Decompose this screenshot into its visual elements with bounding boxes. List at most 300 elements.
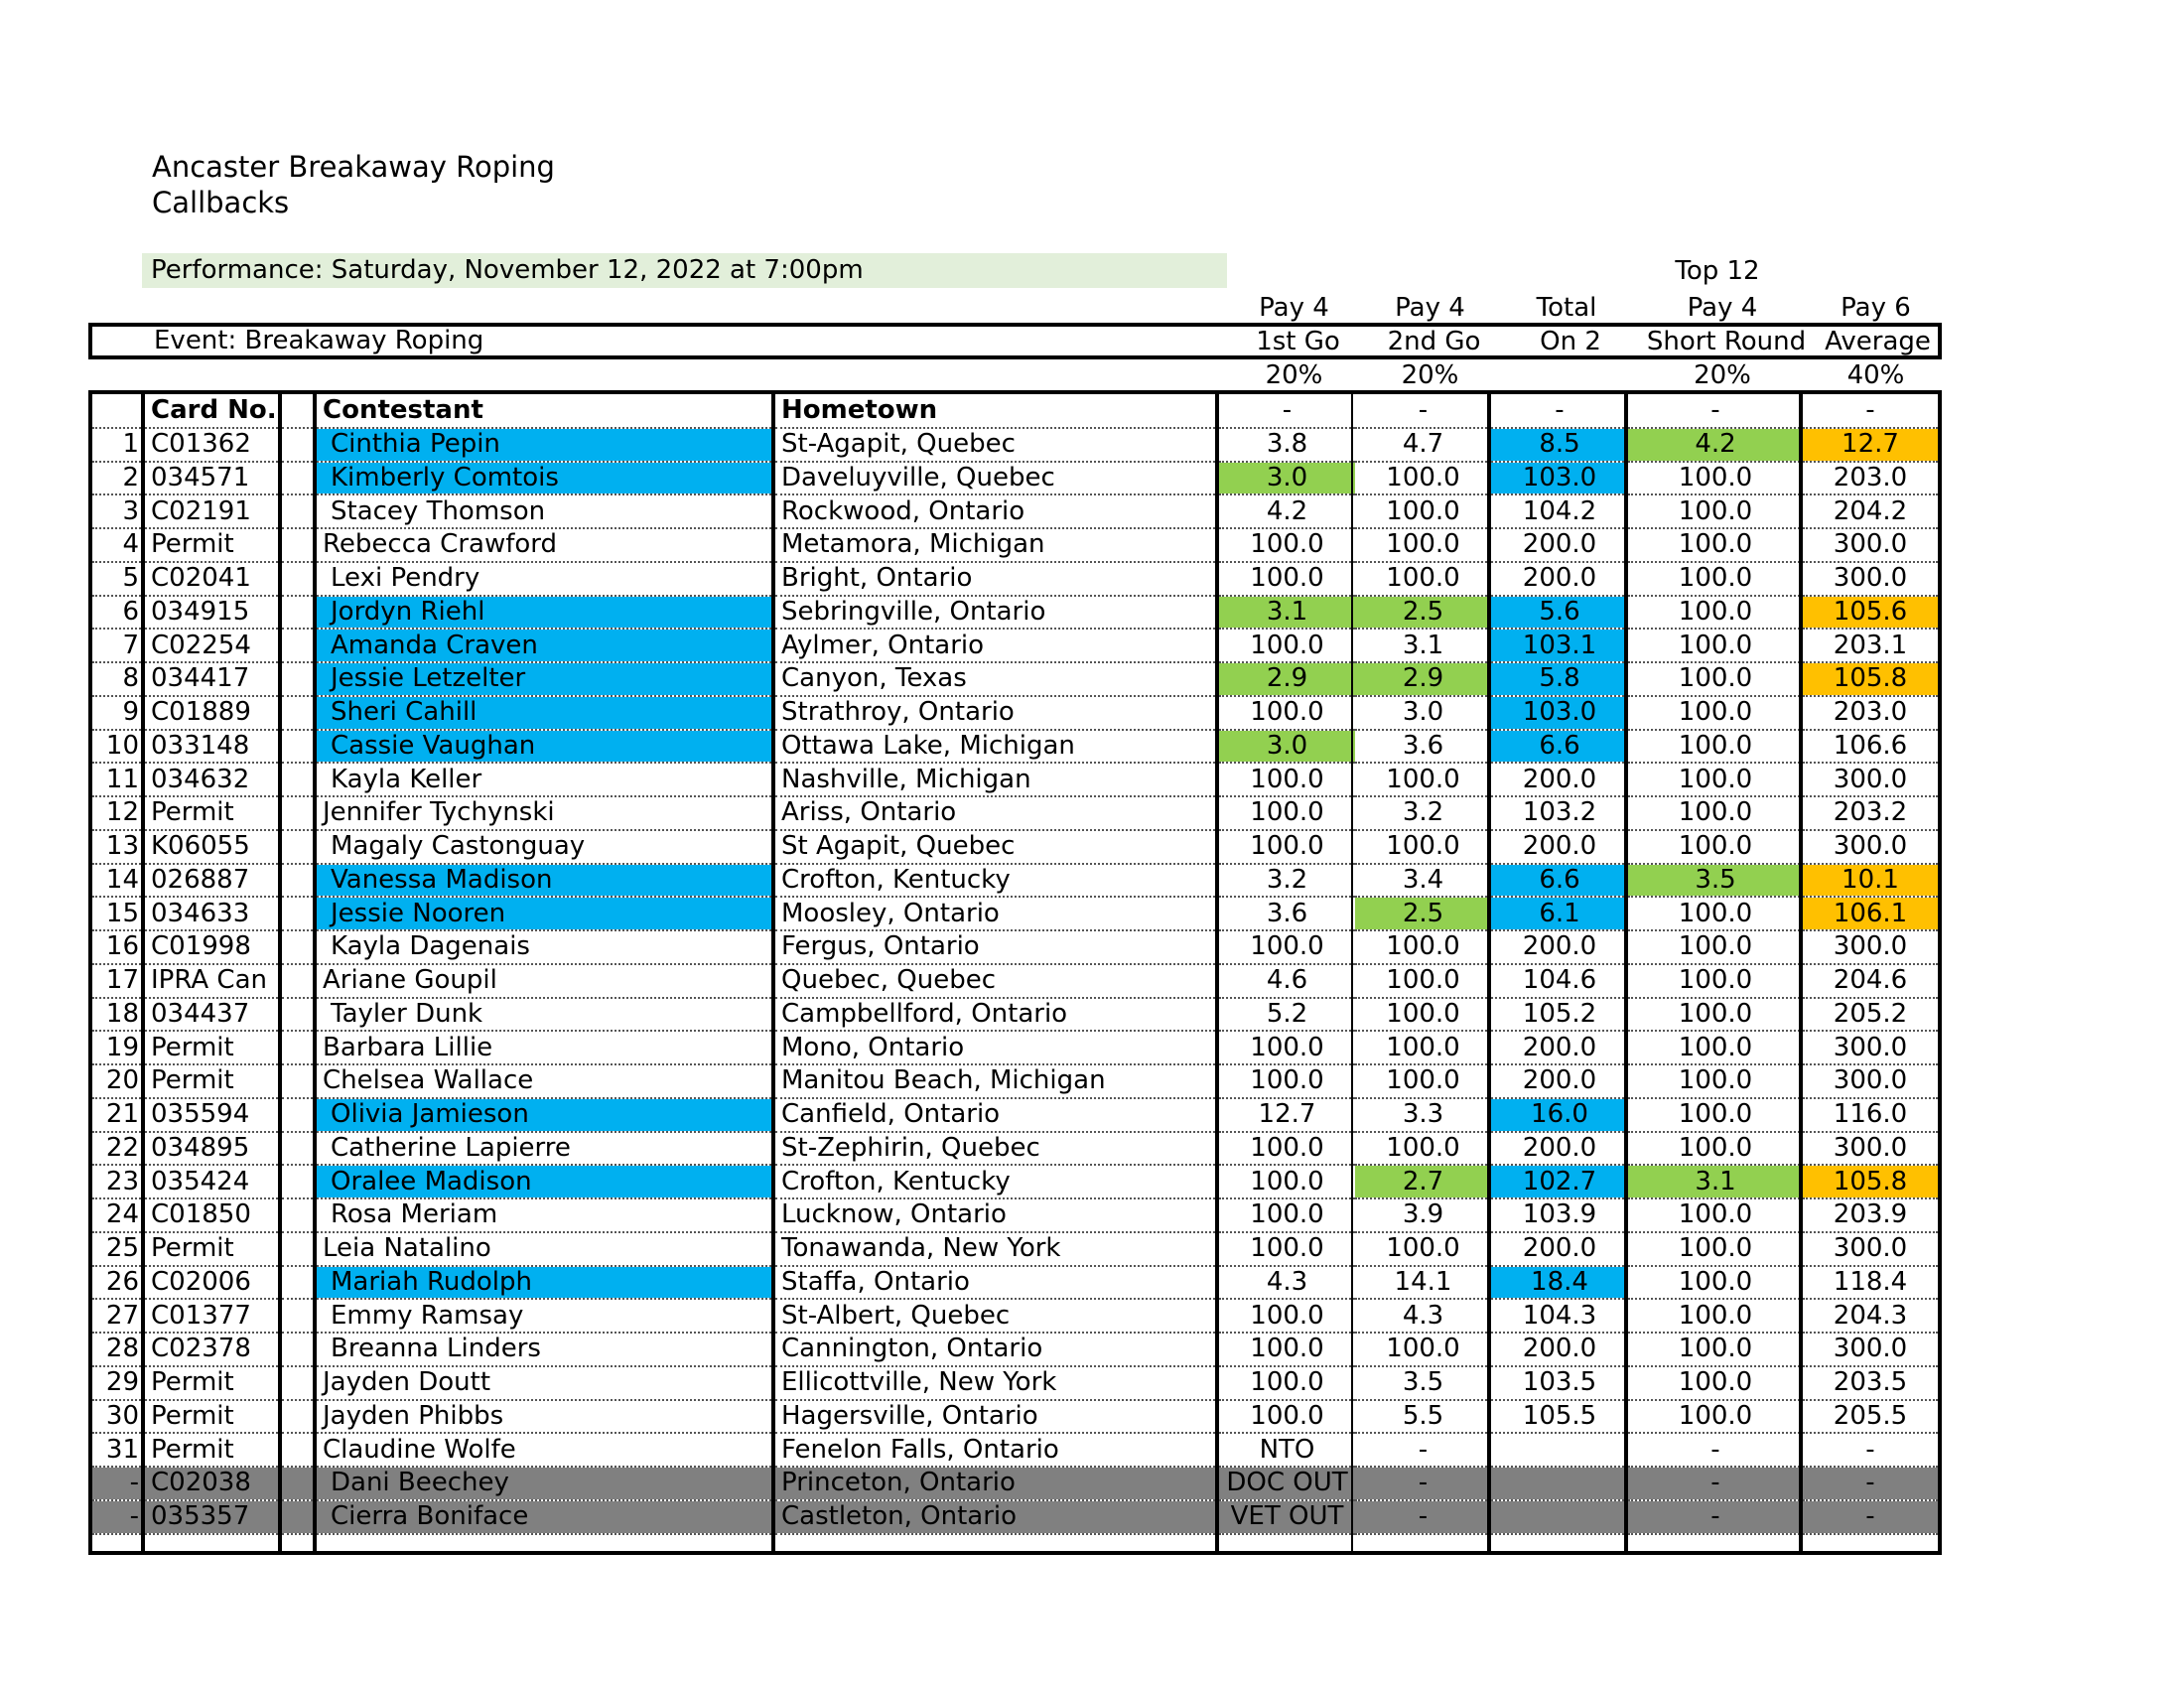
contestant-name: Jayden Doutt [317,1366,775,1400]
first-go-time: 100.0 [1219,796,1355,830]
contestant-name: Vanessa Madison [317,864,775,898]
card-number: 034633 [145,897,282,930]
first-go-time: 4.2 [1219,494,1355,528]
card-number: 034915 [145,596,282,630]
header-dash-average: - [1803,394,1938,428]
card-number: C02378 [145,1333,282,1366]
spacer-cell [282,462,317,495]
table-row [92,1165,1938,1198]
card-number: 035594 [145,1098,282,1132]
contestant-name: Kimberly Comtois [317,462,775,495]
second-go-time: 100.0 [1355,494,1491,528]
col-short-round-pay: Pay 4 [1687,293,1758,323]
col-average-name: Average [1825,327,1931,356]
contestant-name: Chelsea Wallace [317,1064,775,1098]
card-number: K06055 [145,830,282,864]
short-round-time: 100.0 [1628,528,1803,562]
short-round-time: 100.0 [1628,964,1803,998]
hometown: Canfield, Ontario [775,1098,1219,1132]
table-row [92,494,1938,528]
short-round-time: 4.2 [1628,428,1803,462]
total-on-2: 6.1 [1491,897,1628,930]
table-row [92,1467,1938,1500]
first-go-time: 3.0 [1219,730,1355,764]
spacer-cell [282,1165,317,1198]
average-time: 300.0 [1803,1064,1938,1098]
contestant-name: Breanna Linders [317,1333,775,1366]
spacer-cell [282,998,317,1032]
table-row [92,662,1938,696]
total-on-2: 200.0 [1491,1031,1628,1064]
col-2nd-go-pay: Pay 4 [1395,293,1465,323]
second-go-time: 100.0 [1355,562,1491,596]
second-go-time: 100.0 [1355,763,1491,796]
hometown: St-Zephirin, Quebec [775,1132,1219,1166]
col-1st-go-pct: 20% [1265,360,1323,390]
first-go-time: 4.6 [1219,964,1355,998]
short-round-time: 100.0 [1628,1400,1803,1434]
first-go-time: NTO [1219,1433,1355,1467]
second-go-time: 100.0 [1355,1031,1491,1064]
second-go-time: 100.0 [1355,528,1491,562]
average-time: 203.2 [1803,796,1938,830]
average-time: 204.3 [1803,1299,1938,1333]
total-on-2: 104.2 [1491,494,1628,528]
document-subtitle: Callbacks [152,186,290,219]
row-number: 29 [92,1366,145,1400]
total-on-2: 5.6 [1491,596,1628,630]
card-number: C02038 [145,1467,282,1500]
contestant-name: Olivia Jamieson [317,1098,775,1132]
hometown: Lucknow, Ontario [775,1198,1219,1232]
total-on-2: 103.0 [1491,462,1628,495]
short-round-time: 100.0 [1628,930,1803,964]
short-round-time: 100.0 [1628,662,1803,696]
hometown: Moosley, Ontario [775,897,1219,930]
average-time: 203.9 [1803,1198,1938,1232]
total-on-2: 200.0 [1491,1132,1628,1166]
row-number: 10 [92,730,145,764]
row-number: 7 [92,629,145,662]
second-go-time: 3.4 [1355,864,1491,898]
row-number: 14 [92,864,145,898]
total-on-2: 104.3 [1491,1299,1628,1333]
spacer-cell [282,1500,317,1534]
contestant-name: Cinthia Pepin [317,428,775,462]
first-go-time: 3.2 [1219,864,1355,898]
hometown: Castleton, Ontario [775,1500,1219,1534]
spacer-cell [282,1232,317,1266]
second-go-time: 3.9 [1355,1198,1491,1232]
short-round-time: 100.0 [1628,562,1803,596]
average-time: 205.5 [1803,1400,1938,1434]
row-number: 19 [92,1031,145,1064]
spacer-cell [282,1266,317,1300]
spacer-cell [282,730,317,764]
card-number: C02191 [145,494,282,528]
card-number: 034437 [145,998,282,1032]
col-total-name: On 2 [1540,327,1601,356]
row-number: 6 [92,596,145,630]
average-time: 118.4 [1803,1266,1938,1300]
table-row [92,1031,1938,1064]
second-go-time: 100.0 [1355,998,1491,1032]
hometown: Strathroy, Ontario [775,696,1219,730]
average-time: 105.8 [1803,1165,1938,1198]
first-go-time: 5.2 [1219,998,1355,1032]
contestant-name: Mariah Rudolph [317,1266,775,1300]
card-number: Permit [145,1366,282,1400]
second-go-time: 100.0 [1355,1132,1491,1166]
row-number: 13 [92,830,145,864]
row-number: 1 [92,428,145,462]
row-number: 31 [92,1433,145,1467]
row-number: 24 [92,1198,145,1232]
average-time: 300.0 [1803,1132,1938,1166]
row-number: 18 [92,998,145,1032]
col-total-pay: Total [1536,293,1597,323]
first-go-time: 100.0 [1219,696,1355,730]
col-average-pay: Pay 6 [1841,293,1911,323]
average-time: 106.6 [1803,730,1938,764]
total-on-2 [1491,1467,1628,1500]
results-table [92,394,1938,1535]
row-number: - [92,1467,145,1500]
contestant-name: Oralee Madison [317,1165,775,1198]
row-number: 16 [92,930,145,964]
hometown: Sebringville, Ontario [775,596,1219,630]
average-time: 204.2 [1803,494,1938,528]
average-time: 12.7 [1803,428,1938,462]
event-bar [88,323,1942,359]
short-round-time: 100.0 [1628,696,1803,730]
contestant-name: Sheri Cahill [317,696,775,730]
hometown: Canyon, Texas [775,662,1219,696]
spacer-cell [282,1400,317,1434]
col-1st-go-pay: Pay 4 [1259,293,1329,323]
row-number: 15 [92,897,145,930]
average-time: 204.6 [1803,964,1938,998]
short-round-time: 3.1 [1628,1165,1803,1198]
row-number: 9 [92,696,145,730]
total-on-2: 103.2 [1491,796,1628,830]
hometown: St-Albert, Quebec [775,1299,1219,1333]
header-dash-1st-go: - [1219,394,1355,428]
row-number: 26 [92,1266,145,1300]
row-number: 22 [92,1132,145,1166]
table-row [92,696,1938,730]
contestant-name: Magaly Castonguay [317,830,775,864]
first-go-time: 100.0 [1219,528,1355,562]
short-round-time: - [1628,1500,1803,1534]
short-round-time: 100.0 [1628,462,1803,495]
average-time: 116.0 [1803,1098,1938,1132]
spacer-cell [282,830,317,864]
first-go-time: 100.0 [1219,629,1355,662]
short-round-time: 100.0 [1628,763,1803,796]
contestant-name: Amanda Craven [317,629,775,662]
contestant-name: Dani Beechey [317,1467,775,1500]
header-hometown: Hometown [775,394,1219,428]
average-time: 106.1 [1803,897,1938,930]
contestant-name: Cierra Boniface [317,1500,775,1534]
col-average-pct: 40% [1846,360,1905,390]
average-time: 300.0 [1803,1232,1938,1266]
spacer-cell [282,1198,317,1232]
table-row [92,1333,1938,1366]
second-go-time: 100.0 [1355,830,1491,864]
table-row [92,964,1938,998]
total-on-2: 200.0 [1491,830,1628,864]
total-on-2 [1491,1433,1628,1467]
table-row [92,1433,1938,1467]
average-time: 203.0 [1803,696,1938,730]
second-go-time: 100.0 [1355,930,1491,964]
short-round-time: - [1628,1467,1803,1500]
second-go-time: 2.5 [1355,897,1491,930]
row-number: 25 [92,1232,145,1266]
table-row [92,428,1938,462]
contestant-name: Jessie Letzelter [317,662,775,696]
average-time: 205.2 [1803,998,1938,1032]
spacer-cell [282,428,317,462]
card-number: C01850 [145,1198,282,1232]
total-on-2: 103.0 [1491,696,1628,730]
total-on-2: 6.6 [1491,730,1628,764]
card-number: Permit [145,1031,282,1064]
short-round-time: 100.0 [1628,1031,1803,1064]
first-go-time: 3.8 [1219,428,1355,462]
header-dash-total: - [1491,394,1628,428]
average-time: 105.8 [1803,662,1938,696]
hometown: Cannington, Ontario [775,1333,1219,1366]
average-time: 203.5 [1803,1366,1938,1400]
total-on-2: 200.0 [1491,1064,1628,1098]
hometown: Tonawanda, New York [775,1232,1219,1266]
card-number: C02006 [145,1266,282,1300]
card-number: C01998 [145,930,282,964]
short-round-time: 100.0 [1628,596,1803,630]
total-on-2: 104.6 [1491,964,1628,998]
card-number: 034417 [145,662,282,696]
spacer-cell [282,1366,317,1400]
total-on-2: 18.4 [1491,1266,1628,1300]
short-round-time: 100.0 [1628,796,1803,830]
card-number: C02254 [145,629,282,662]
short-round-time: 100.0 [1628,1132,1803,1166]
short-round-time: 100.0 [1628,494,1803,528]
spacer-cell [282,1433,317,1467]
hometown: St-Agapit, Quebec [775,428,1219,462]
spacer-cell [282,662,317,696]
spacer-cell [282,1467,317,1500]
table-row [92,562,1938,596]
second-go-time: 100.0 [1355,1232,1491,1266]
row-number: 21 [92,1098,145,1132]
contestant-name: Lexi Pendry [317,562,775,596]
second-go-time: 3.3 [1355,1098,1491,1132]
table-row [92,998,1938,1032]
second-go-time: 2.9 [1355,662,1491,696]
second-go-time: - [1355,1467,1491,1500]
header-dash-short-round: - [1628,394,1803,428]
contestant-name: Rosa Meriam [317,1198,775,1232]
row-number: 20 [92,1064,145,1098]
hometown: Rockwood, Ontario [775,494,1219,528]
short-round-time: 100.0 [1628,1366,1803,1400]
second-go-time: 2.7 [1355,1165,1491,1198]
table-row [92,629,1938,662]
average-time: 10.1 [1803,864,1938,898]
contestant-name: Tayler Dunk [317,998,775,1032]
table-row [92,528,1938,562]
row-number: 4 [92,528,145,562]
event-label: Event: Breakaway Roping [154,326,484,355]
hometown: St Agapit, Quebec [775,830,1219,864]
table-row [92,1132,1938,1166]
row-number: 8 [92,662,145,696]
results-grid [88,390,1942,1555]
row-number: 17 [92,964,145,998]
table-header-row [92,394,1938,428]
total-on-2: 5.8 [1491,662,1628,696]
header-dash-2nd-go: - [1355,394,1491,428]
table-row [92,1500,1938,1534]
second-go-time: 3.1 [1355,629,1491,662]
table-row [92,796,1938,830]
total-on-2: 8.5 [1491,428,1628,462]
header-card-no: Card No. [145,394,282,428]
table-row [92,830,1938,864]
table-row [92,1266,1938,1300]
hometown: Daveluyville, Quebec [775,462,1219,495]
short-round-time: 100.0 [1628,1198,1803,1232]
spacer-cell [282,796,317,830]
contestant-name: Jayden Phibbs [317,1400,775,1434]
short-round-time: 100.0 [1628,1266,1803,1300]
table-row [92,864,1938,898]
spacer-cell [282,864,317,898]
second-go-time: 3.6 [1355,730,1491,764]
short-round-time: - [1628,1433,1803,1467]
table-row [92,1366,1938,1400]
first-go-time: 100.0 [1219,1400,1355,1434]
first-go-time: VET OUT [1219,1500,1355,1534]
table-row [92,1400,1938,1434]
spacer-cell [282,964,317,998]
second-go-time: 100.0 [1355,964,1491,998]
first-go-time: 100.0 [1219,1132,1355,1166]
short-round-time: 100.0 [1628,1098,1803,1132]
contestant-name: Barbara Lillie [317,1031,775,1064]
performance-banner: Performance: Saturday, November 12, 2022 at 7:00pm [142,253,1227,288]
row-number: - [92,1500,145,1534]
table-row [92,1232,1938,1266]
first-go-time: 3.6 [1219,897,1355,930]
total-on-2: 200.0 [1491,763,1628,796]
hometown: Ariss, Ontario [775,796,1219,830]
card-number: 034895 [145,1132,282,1166]
row-number: 28 [92,1333,145,1366]
card-number: Permit [145,1064,282,1098]
row-number: 11 [92,763,145,796]
table-row [92,897,1938,930]
contestant-name: Kayla Keller [317,763,775,796]
first-go-time: 100.0 [1219,830,1355,864]
card-number: C01377 [145,1299,282,1333]
average-time: 300.0 [1803,763,1938,796]
first-go-time: 3.0 [1219,462,1355,495]
spacer-cell [282,1333,317,1366]
first-go-time: 100.0 [1219,1366,1355,1400]
card-number: 026887 [145,864,282,898]
contestant-name: Ariane Goupil [317,964,775,998]
short-round-time: 100.0 [1628,730,1803,764]
first-go-time: 100.0 [1219,1064,1355,1098]
average-time: 300.0 [1803,1333,1938,1366]
card-number: Permit [145,1232,282,1266]
first-go-time: 100.0 [1219,1198,1355,1232]
hometown: Campbellford, Ontario [775,998,1219,1032]
total-on-2: 200.0 [1491,1232,1628,1266]
header-index-cell [92,394,145,428]
card-number: C01889 [145,696,282,730]
second-go-time: 3.5 [1355,1366,1491,1400]
hometown: Ellicottville, New York [775,1366,1219,1400]
card-number: C01362 [145,428,282,462]
second-go-time: 2.5 [1355,596,1491,630]
spacer-cell [282,763,317,796]
contestant-name: Jessie Nooren [317,897,775,930]
row-number: 23 [92,1165,145,1198]
second-go-time: 5.5 [1355,1400,1491,1434]
spacer-cell [282,930,317,964]
card-number: Permit [145,1433,282,1467]
spacer-cell [282,494,317,528]
hometown: Crofton, Kentucky [775,1165,1219,1198]
second-go-time: 100.0 [1355,1333,1491,1366]
hometown: Aylmer, Ontario [775,629,1219,662]
average-time: 300.0 [1803,1031,1938,1064]
average-time: 300.0 [1803,562,1938,596]
spacer-cell [282,1132,317,1166]
total-on-2: 105.2 [1491,998,1628,1032]
second-go-time: - [1355,1433,1491,1467]
average-time: - [1803,1500,1938,1534]
hometown: Princeton, Ontario [775,1467,1219,1500]
spacer-cell [282,1098,317,1132]
row-number: 12 [92,796,145,830]
table-row [92,1299,1938,1333]
total-on-2: 103.1 [1491,629,1628,662]
spacer-cell [282,1031,317,1064]
contestant-name: Catherine Lapierre [317,1132,775,1166]
card-number: Permit [145,528,282,562]
spacer-cell [282,897,317,930]
hometown: Manitou Beach, Michigan [775,1064,1219,1098]
first-go-time: 3.1 [1219,596,1355,630]
table-row [92,596,1938,630]
contestant-name: Emmy Ramsay [317,1299,775,1333]
first-go-time: DOC OUT [1219,1467,1355,1500]
spacer-cell [282,696,317,730]
first-go-time: 100.0 [1219,763,1355,796]
first-go-time: 100.0 [1219,1333,1355,1366]
contestant-name: Jordyn Riehl [317,596,775,630]
contestant-name: Cassie Vaughan [317,730,775,764]
hometown: Hagersville, Ontario [775,1400,1219,1434]
col-2nd-go-pct: 20% [1401,360,1459,390]
